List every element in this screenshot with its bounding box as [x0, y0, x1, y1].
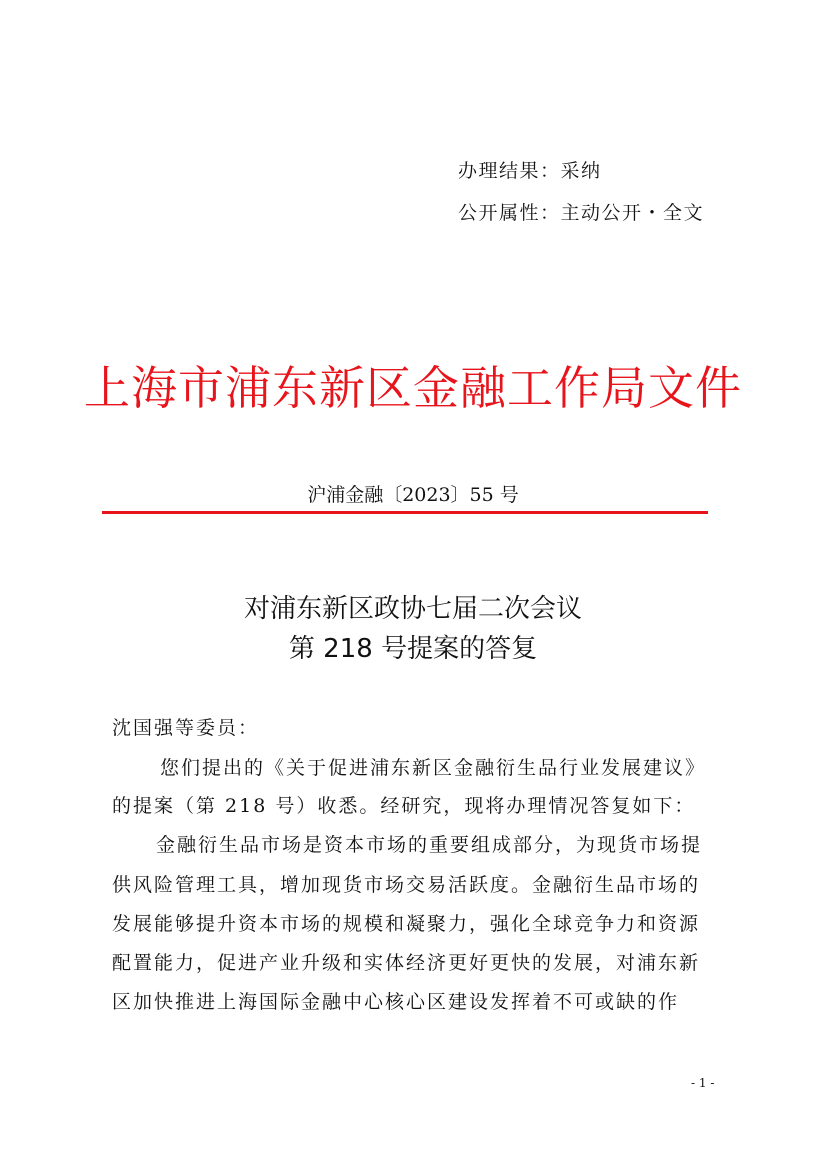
body-line: 发展能够提升资本市场的规模和凝聚力，强化全球竞争力和资源 [112, 913, 701, 935]
body-line: 的提案（第 218 号）收悉。经研究，现将办理情况答复如下： [112, 795, 696, 817]
salutation: 沈国强等委员： [112, 717, 260, 739]
disclosure-attribute: 公开属性：主动公开・全文 [458, 202, 705, 224]
body-line: 配置能力，促进产业升级和实体经济更好更快的发展，对浦东新 [112, 952, 701, 974]
red-divider-line [102, 511, 708, 514]
red-masthead-title: 上海市浦东新区金融工作局文件 [84, 361, 742, 415]
body-line: 区加快推进上海国际金融中心核心区建设发挥着不可或缺的作 [112, 991, 680, 1013]
handling-result: 办理结果：采纳 [458, 160, 602, 182]
document-title-line-1: 对浦东新区政协七届二次会议 [243, 594, 582, 624]
document-title-line-2: 第 218 号提案的答复 [288, 634, 538, 664]
body-line: 供风险管理工具，增加现货市场交易活跃度。金融衍生品市场的 [112, 874, 701, 896]
body-line: 您们提出的《关于促进浦东新区金融衍生品行业发展建议》 [160, 757, 707, 779]
page-number: - 1 - [691, 1076, 715, 1090]
document-number: 沪浦金融〔2023〕55 号 [307, 484, 519, 506]
body-line: 金融衍生品市场是资本市场的重要组成部分，为现货市场提 [156, 834, 703, 856]
